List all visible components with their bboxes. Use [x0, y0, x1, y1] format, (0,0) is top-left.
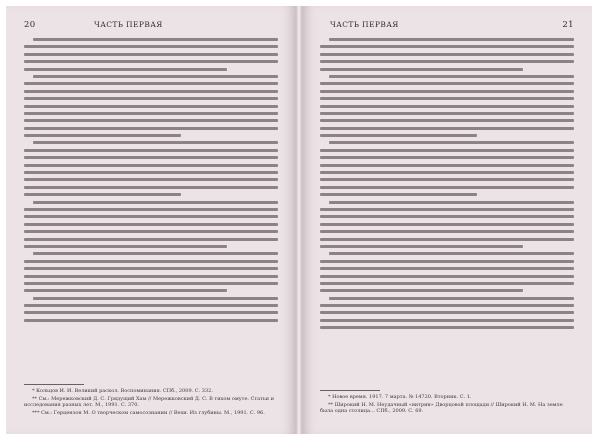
text-line — [24, 68, 227, 71]
text-line — [320, 267, 574, 270]
text-line — [320, 164, 574, 167]
text-line — [24, 238, 278, 241]
text-line — [320, 149, 574, 152]
right-page-number: 21 — [562, 20, 574, 30]
text-line — [33, 75, 278, 78]
text-line — [24, 215, 278, 218]
right-footnote-rule — [320, 390, 380, 391]
text-line — [24, 171, 278, 174]
text-line — [329, 38, 574, 41]
text-line — [320, 319, 574, 322]
text-line — [24, 311, 278, 314]
text-line — [320, 105, 574, 108]
left-page-number: 20 — [24, 20, 36, 30]
text-line — [320, 215, 574, 218]
text-line — [320, 282, 574, 285]
text-line — [24, 282, 278, 285]
text-line — [33, 201, 278, 204]
text-line — [24, 304, 278, 307]
text-line — [24, 82, 278, 85]
left-page — [6, 6, 296, 434]
right-page — [302, 6, 592, 434]
left-footnote-3: *** См.: Герцензон М. О творческом самосознании // Вехи. Из глубины. М., 1991. С. 96. — [32, 409, 265, 416]
text-line — [320, 178, 574, 181]
text-line — [320, 171, 574, 174]
text-line — [320, 289, 523, 292]
text-line — [320, 127, 574, 130]
text-line — [24, 267, 278, 270]
text-line — [24, 186, 278, 189]
text-line — [24, 275, 278, 278]
text-line — [320, 326, 574, 329]
text-line — [329, 75, 574, 78]
right-running-head — [320, 20, 574, 32]
right-footnote-2: ** Широкий Н. М. Неудачный «витрин» Дворцовой площади // Широкий Н. М. На земле была одна столица... СПб., 2009. С. 69. — [320, 401, 563, 415]
text-line — [320, 230, 574, 233]
text-line — [24, 60, 278, 63]
text-line — [24, 230, 278, 233]
text-line — [320, 311, 574, 314]
text-line — [33, 38, 278, 41]
text-line — [24, 193, 181, 196]
text-line — [320, 208, 574, 211]
text-line — [24, 156, 278, 159]
right-body-text — [320, 38, 574, 334]
text-line — [320, 238, 574, 241]
text-line — [24, 245, 227, 248]
text-line — [320, 82, 574, 85]
text-line — [24, 45, 278, 48]
right-footnote-1: * Новое время. 1917. 7 марта. № 14720. Вторник. С. 1. — [328, 394, 472, 400]
text-line — [320, 223, 574, 226]
text-line — [24, 149, 278, 152]
text-line — [24, 112, 278, 115]
text-line — [33, 297, 278, 300]
text-line — [24, 90, 278, 93]
text-line — [24, 289, 227, 292]
left-running-head — [24, 20, 278, 32]
text-line — [320, 119, 574, 122]
text-line — [320, 304, 574, 307]
text-line — [320, 275, 574, 278]
text-line — [24, 164, 278, 167]
text-line — [320, 260, 574, 263]
left-footnote-rule — [24, 384, 84, 385]
text-line — [24, 208, 278, 211]
text-line — [320, 90, 574, 93]
text-line — [24, 97, 278, 100]
left-running-title: ЧАСТЬ ПЕРВАЯ — [94, 20, 163, 29]
text-line — [320, 60, 574, 63]
text-line — [329, 201, 574, 204]
text-line — [320, 245, 523, 248]
text-line — [24, 127, 278, 130]
right-footnotes — [320, 390, 574, 416]
text-line — [329, 252, 574, 255]
text-line — [320, 68, 523, 71]
text-line — [33, 252, 278, 255]
text-line — [24, 119, 278, 122]
text-line — [320, 134, 477, 137]
text-line — [320, 53, 574, 56]
text-line — [33, 141, 278, 144]
left-footnotes — [24, 384, 278, 417]
text-line — [24, 53, 278, 56]
text-line — [24, 178, 278, 181]
text-line — [320, 112, 574, 115]
text-line — [320, 45, 574, 48]
text-line — [24, 223, 278, 226]
text-line — [329, 297, 574, 300]
text-line — [329, 141, 574, 144]
text-line — [320, 193, 477, 196]
left-footnote-1: * Кольцов И. И. Великий раскол. Воспоминания. СПб., 2009. С. 332. — [32, 388, 213, 394]
text-line — [24, 105, 278, 108]
text-line — [24, 319, 278, 322]
text-line — [24, 260, 278, 263]
right-running-title: ЧАСТЬ ПЕРВАЯ — [330, 20, 399, 29]
text-line — [320, 156, 574, 159]
text-line — [320, 186, 574, 189]
text-line — [24, 134, 181, 137]
left-body-text — [24, 38, 278, 326]
text-line — [320, 97, 574, 100]
left-footnote-2: ** См.: Мережковский Д. С. Грядущий Хам // Мережковский Д. С. В тихом омуте. Статьи и исследования разных лет. М., 1991. С. 370. — [24, 395, 274, 409]
